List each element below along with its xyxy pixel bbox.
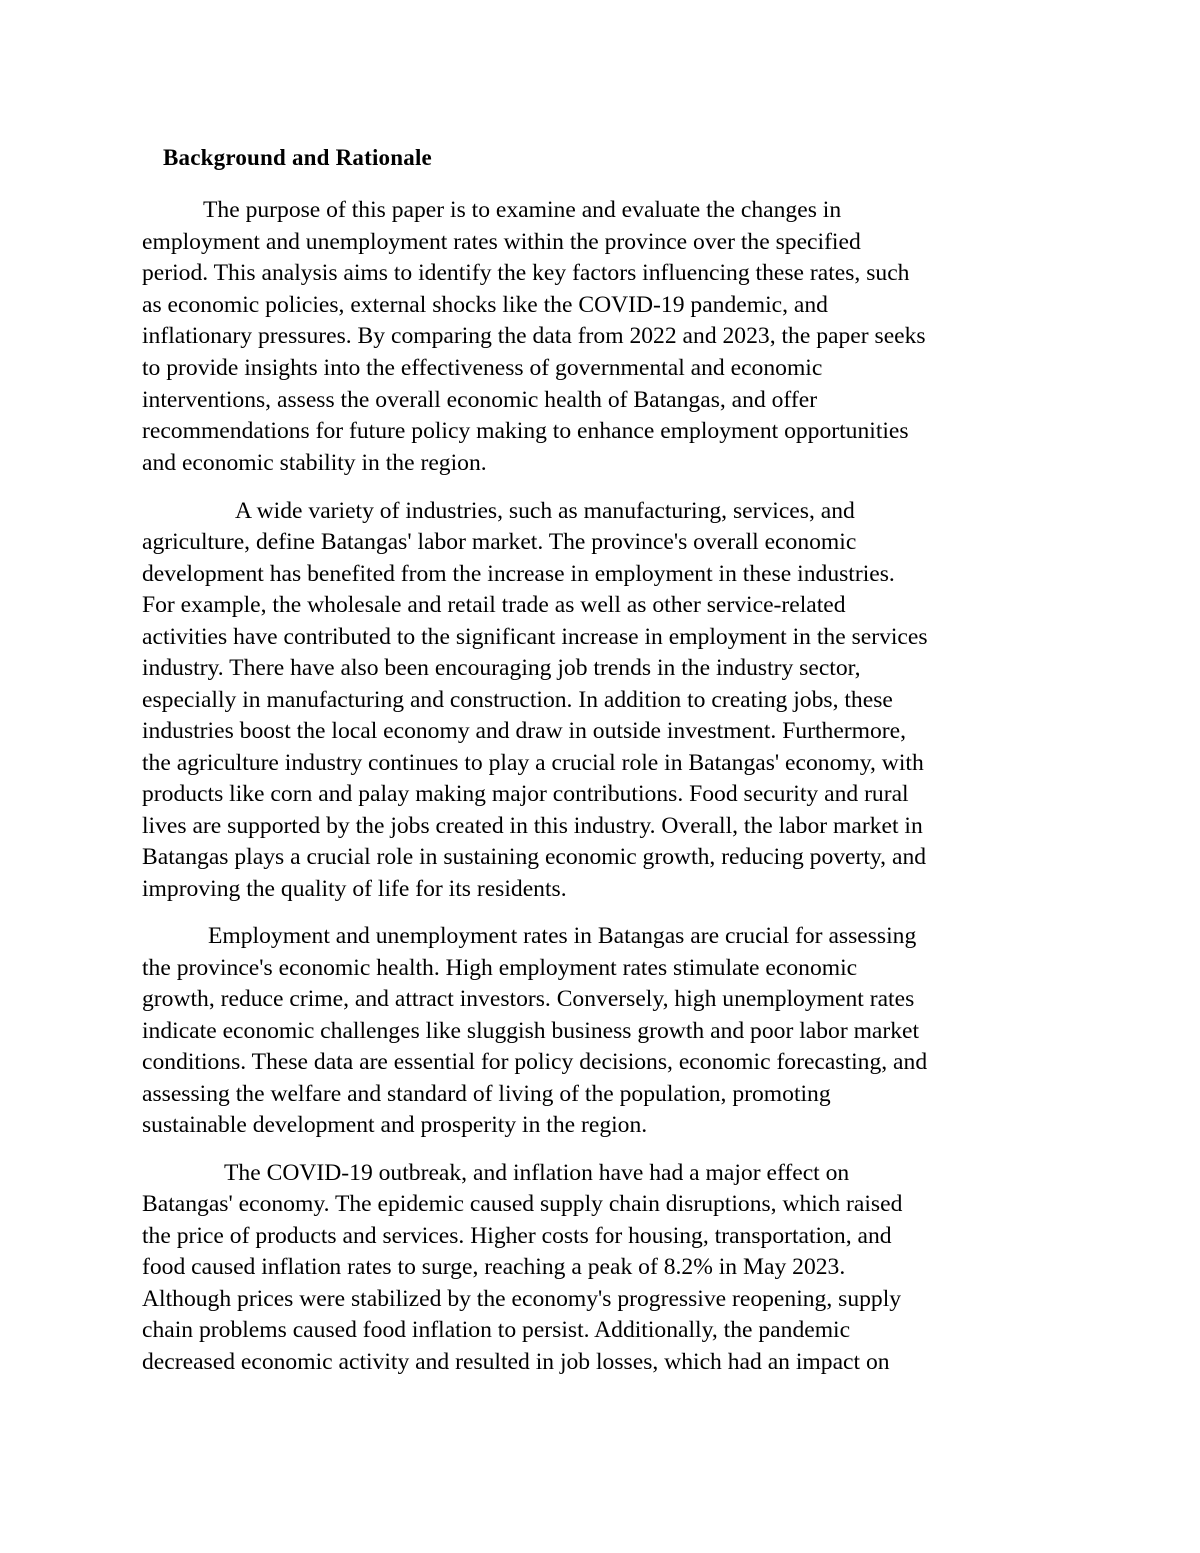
paragraph-line: A wide variety of industries, such as manufacturing, services, and xyxy=(235,498,855,524)
paragraph-line: the agriculture industry continues to play a crucial role in Batangas' economy, with xyxy=(142,750,924,776)
paragraph-line: assessing the welfare and standard of living of the population, promoting xyxy=(142,1081,831,1107)
paragraph-line: decreased economic activity and resulted in job losses, which had an impact on xyxy=(142,1349,890,1375)
paragraph-line: recommendations for future policy making to enhance employment opportunities xyxy=(142,418,909,444)
paragraph-line: chain problems caused food inflation to persist. Additionally, the pandemic xyxy=(142,1317,851,1343)
paragraph-line: agriculture, define Batangas' labor market. The province's overall economic xyxy=(142,529,857,555)
paragraph-line: Batangas' economy. The epidemic caused supply chain disruptions, which raised xyxy=(142,1191,903,1217)
paragraph-line: development has benefited from the increase in employment in these industries. xyxy=(142,561,895,587)
paragraph-line: For example, the wholesale and retail trade as well as other service-related xyxy=(142,592,846,618)
paragraph-line: growth, reduce crime, and attract investors. Conversely, high unemployment rates xyxy=(142,986,915,1012)
paragraph-line: The purpose of this paper is to examine and evaluate the changes in xyxy=(203,197,842,223)
paragraph-line: Batangas plays a crucial role in sustaining economic growth, reducing poverty, and xyxy=(142,844,927,870)
paragraph-line: sustainable development and prosperity in the region. xyxy=(142,1112,648,1138)
paragraph-line: industries boost the local economy and draw in outside investment. Furthermore, xyxy=(142,718,907,744)
paragraph-line: activities have contributed to the significant increase in employment in the services xyxy=(142,624,928,650)
paragraph-line: Employment and unemployment rates in Batangas are crucial for assessing xyxy=(208,923,917,949)
paragraph-line: inflationary pressures. By comparing the data from 2022 and 2023, the paper seeks xyxy=(142,323,926,349)
paragraph-line: the province's economic health. High employment rates stimulate economic xyxy=(142,955,858,981)
paragraph-line: products like corn and palay making major contributions. Food security and rural xyxy=(142,781,909,807)
section-heading: Background and Rationale xyxy=(163,145,432,170)
paragraph-line: The COVID-19 outbreak, and inflation have had a major effect on xyxy=(224,1160,850,1186)
paragraph-line: period. This analysis aims to identify the key factors influencing these rates, such xyxy=(142,260,910,286)
paragraph-line: employment and unemployment rates within the province over the specified xyxy=(142,229,861,255)
paragraph-line: industry. There have also been encouraging job trends in the industry sector, xyxy=(142,655,861,681)
paragraph-line: Although prices were stabilized by the economy's progressive reopening, supply xyxy=(142,1286,902,1312)
paragraph-line: food caused inflation rates to surge, reaching a peak of 8.2% in May 2023. xyxy=(142,1254,846,1280)
paragraph-line: especially in manufacturing and construction. In addition to creating jobs, these xyxy=(142,687,893,713)
paragraph-line: and economic stability in the region. xyxy=(142,450,487,476)
paragraph-line: conditions. These data are essential for policy decisions, economic forecasting, and xyxy=(142,1049,928,1075)
paragraph-line: as economic policies, external shocks like the COVID-19 pandemic, and xyxy=(142,292,828,318)
paragraph-line: lives are supported by the jobs created in this industry. Overall, the labor market in xyxy=(142,813,923,839)
paragraph-line: interventions, assess the overall economic health of Batangas, and offer xyxy=(142,387,818,413)
paragraph-line: improving the quality of life for its residents. xyxy=(142,876,567,902)
paragraph-line: indicate economic challenges like sluggish business growth and poor labor market xyxy=(142,1018,920,1044)
paragraph-line: to provide insights into the effectiveness of governmental and economic xyxy=(142,355,823,381)
paragraph-line: the price of products and services. Higher costs for housing, transportation, and xyxy=(142,1223,892,1249)
